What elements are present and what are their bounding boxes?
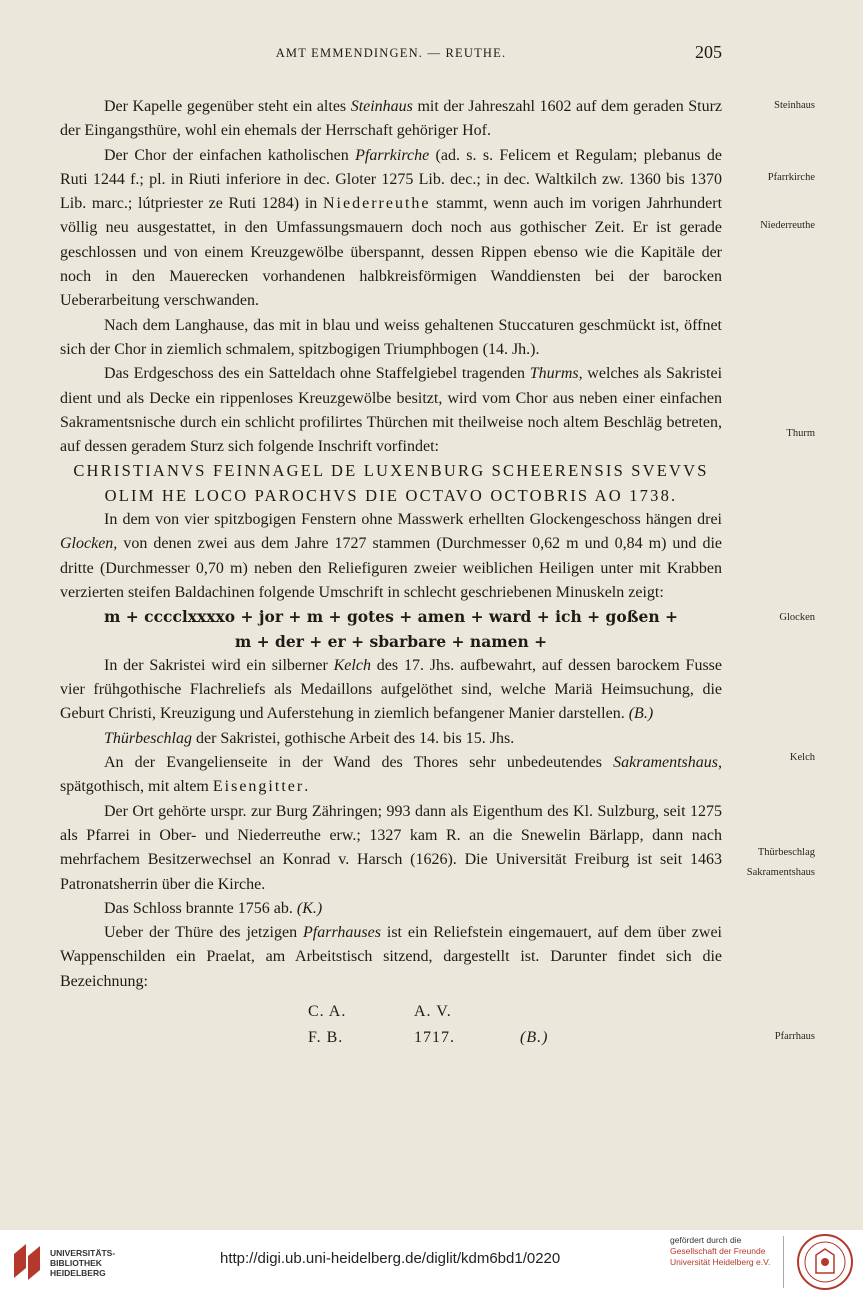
text-run: mit der Jahreszahl 1602 auf dem geraden Sturz der Eingangsthüre, wohl ein ehemals der Herrschaft gehöriger Hof. <box>60 98 722 140</box>
text-run: stammt, wenn auch im vorigen Jahrhundert völlig neu ausgestattet, in den Umfassungsmauern doch noch aus gothischer Zeit. Er ist gerade geschlossen und von einem Kreuzgewölbe überspannt, dessen Rippen ebenso wie die Kapitäle der noch in den Mauerecken vorhandenen halbkreisförmigen Wanddiensten bei der barocken Ueberarbeitung verschwanden. <box>60 195 723 310</box>
library-name <box>50 1248 115 1278</box>
margin-note-pfarrhaus: Pfarrhaus <box>774 1031 815 1042</box>
emphasis-sakramentshaus: Sakramentshaus, <box>613 754 722 772</box>
inscription-line-2: OLIM HE LOCO PAROCHVS DIE OCTAVO OCTOBRIS AO 1738. <box>104 485 678 505</box>
library-name-line: BIBLIOTHEK <box>50 1258 102 1268</box>
margin-note-kelch: Kelch <box>789 752 815 763</box>
library-name-line: HEIDELBERG <box>50 1268 106 1278</box>
library-name-line: UNIVERSITÄTS- <box>50 1248 116 1258</box>
margin-note-niederreuthe: Niederreuthe <box>760 220 815 231</box>
table-row <box>308 1026 626 1052</box>
source-mark: (B.) <box>628 705 654 723</box>
sponsor-label: gefördert durch die <box>670 1235 742 1245</box>
paragraph-sakramentshaus <box>60 751 722 800</box>
source-mark: (K.) <box>296 899 323 917</box>
footer-bar <box>0 1230 863 1294</box>
table-cell <box>520 1026 626 1052</box>
text-run: Ueber der Thüre des jetzigen <box>104 924 304 942</box>
running-head: AMT EMMENDINGEN. — REUTHE. <box>275 46 507 60</box>
emphasis-glocken: Glocken, <box>60 535 118 553</box>
table-cell: F. B. <box>308 1029 344 1047</box>
text-run: An der Evangelienseite in der Wand des Thores sehr unbedeutendes <box>104 754 614 772</box>
door-inscription <box>60 459 722 508</box>
text-run: von denen zwei aus dem Jahre 1727 stammen (Durchmesser 0,62 m und 0,84 m) und die dritte (Durchmesser 0,70 m) neben den Reliefiguren zweier weiblichen Heiligen unter mit Krabben verzierten steifen Baldachinen folgende Umschrift in schlecht geschriebenen Minuskeln zeigt: <box>60 535 722 601</box>
paragraph-pfarrhaus <box>60 921 722 994</box>
paragraph-thuerbeschlag <box>60 727 722 751</box>
emphasis-thurms: Thurms, <box>529 365 583 383</box>
arms-inscription <box>60 1000 722 1053</box>
sponsor-org: Gesellschaft der Freunde <box>670 1246 766 1256</box>
paragraph-steinhaus <box>60 95 722 144</box>
margin-note-pfarrkirche: Pfarrkirche <box>767 172 815 183</box>
margin-note-glocken: Glocken <box>779 612 815 623</box>
text-run: des 17. Jhs. aufbewahrt, auf dessen barockem Fusse vier frühgothische Flachreliefs als Medaillons aufgelöthet sind, welche Mariä Heimsuchung, die Geburt Christi, Kreuzigung und Auferstehung in ziemlich befangener Manier darstellen. <box>60 656 722 723</box>
text-run: ist ein Reliefstein eingemauert, auf dem über zwei Wappenschilden ein Praelat, am Arbeitstisch sitzend, dargestellt ist. Darunter findet sich die Bezeichnung: <box>60 924 722 990</box>
text-run: Das Schloss brannte 1756 ab. <box>104 899 297 917</box>
paragraph-pfarrkirche <box>60 144 722 314</box>
bell-minuscule-inscription <box>60 605 722 654</box>
page-header <box>60 42 722 68</box>
margin-note-thuerbeschlag: Thürbeschlag <box>757 847 815 858</box>
arms-table <box>308 1000 626 1053</box>
text-run: Der Chor der einfachen katholischen <box>104 146 356 164</box>
paragraph-kelch <box>60 654 722 727</box>
paragraph-thurm <box>60 362 722 459</box>
table-row <box>308 1000 626 1026</box>
spaced-niederreuthe: Niederreuthe <box>323 195 431 213</box>
emphasis-steinhaus: Steinhaus <box>350 98 413 115</box>
sponsor-block <box>670 1235 770 1268</box>
emphasis-kelch: Kelch <box>333 656 371 674</box>
text-run: spätgothisch, mit altem <box>60 778 213 796</box>
page-number: 205 <box>695 42 722 62</box>
text-run: In dem von vier spitzbogigen Fenstern ohne Masswerk erhellten Glockengeschoss hängen drei <box>104 511 722 529</box>
divider <box>783 1236 784 1288</box>
text-run: (ad. s. s. Felicem et Regulam; plebanus de Ruti 1244 f.; pl. in Riuti inferiore in dec. Gloter 1275 Lib. dec.; in dec. Waltkilch zw. 1360 bis 1370 Lib. marc.; lútpriester ze Ruti 1284) in <box>60 146 722 213</box>
table-cell: C. A. <box>308 1002 347 1020</box>
margin-note-steinhaus: Steinhaus <box>774 100 815 111</box>
emphasis-thuerbeschlag: Thürbeschlag <box>104 729 192 747</box>
inscription-line-1: CHRISTIANVS FEINNAGEL DE LUXENBURG SCHEERENSIS SVEVVS <box>73 461 709 481</box>
text-run: der Sakristei, gothische Arbeit des 14. bis 15. Jhs. <box>192 729 515 747</box>
minuscule-line-1: m + cccclxxxxo + jor + m + gotes + amen + ward + ich + goßen + <box>103 607 679 627</box>
text-run: Das Erdgeschoss des ein Satteldach ohne Staffelgiebel tragenden <box>104 365 530 383</box>
sponsor-org: Universität Heidelberg e.V. <box>670 1257 771 1267</box>
paragraph-geschichte: Der Ort gehörte urspr. zur Burg Zähringen; 993 dann als Eigenthum des Kl. Sulzburg, seit 1275 als Pfarrei in Ober- und Niederreuthe erw.; 1327 kam R. an die Snewelin Bärlapp, dann nach mehrfachem Besitzerwechsel an Konrad v. Harsch (1626). Die Universität Freiburg ist seit 1463 Patronatsherrin über die Kirche. <box>60 802 722 893</box>
margin-note-sakramentshaus: Sakramentshaus <box>746 867 815 878</box>
paragraph-langhaus: Nach dem Langhause, das mit in blau und weiss gehaltenen Stuccaturen geschmückt ist, öffnet sich der Chor in ziemlich schmalem, spitzbogigen Triumphbogen (14. Jh.). <box>60 316 722 358</box>
spaced-eisengitter: Eisengitter <box>212 778 305 796</box>
paragraph-glocken <box>60 508 722 605</box>
university-seal-icon <box>796 1233 854 1291</box>
text-run: . <box>304 778 309 796</box>
margin-note-thurm: Thurm <box>786 428 815 439</box>
emphasis-pfarrkirche: Pfarrkirche <box>355 146 430 164</box>
table-cell <box>520 1000 626 1026</box>
emphasis-pfarrhauses: Pfarrhauses <box>303 924 381 942</box>
table-cell: A. V. <box>414 1002 452 1020</box>
minuscule-line-2: m + der + er + sbarbare + namen + <box>234 631 548 651</box>
text-run: welches als Sakristei dient und als Decke ein rippenloses Kreuzgewölbe besitzt, wird vom Chor aus neben einer einfachen Sakramentsnische durch ein schlicht profilirtes Thürchen mit theilweise noch altem Beschläg betreten, auf dessen geradem Sturz sich folgende Inschrift vorfindet: <box>60 365 723 456</box>
source-mark: (B.) <box>520 1029 549 1047</box>
text-run: Der Kapelle gegenüber steht ein altes <box>104 98 351 115</box>
table-cell: 1717. <box>414 1029 455 1047</box>
permalink-url[interactable]: http://digi.ub.uni-heidelberg.de/diglit/kdm6bd1/0220 <box>220 1250 561 1267</box>
library-logo-icon <box>10 1240 50 1284</box>
text-run: In der Sakristei wird ein silberner <box>104 656 334 674</box>
paragraph-schloss <box>60 897 722 921</box>
body-text <box>60 95 722 1053</box>
